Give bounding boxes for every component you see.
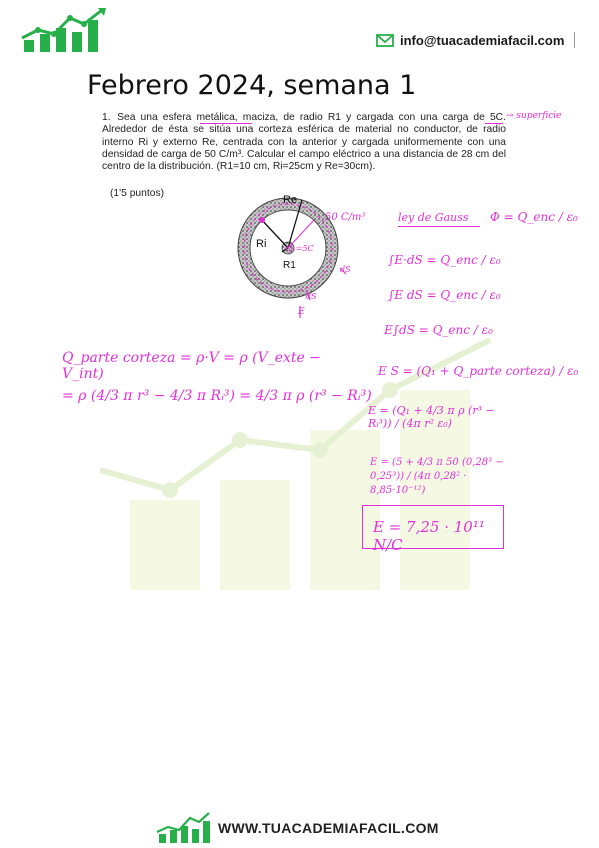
note-superficie: → superficie	[506, 111, 562, 121]
q-corteza-line-2: = ρ (4/3 π r³ − 4/3 π Rᵢ³) = 4/3 π ρ (r³ − Rᵢ³)	[62, 388, 372, 404]
problem-number: 1.	[102, 112, 111, 123]
sphere-diagram	[230, 190, 370, 320]
underline-metalica	[200, 123, 252, 124]
page-title: Febrero 2024, semana 1	[87, 70, 417, 101]
step-4: E S = (Q₁ + Q_parte corteza) / ε₀	[378, 364, 579, 378]
step-5: E = (Q₁ + 4/3 π ρ (r³ − Rᵢ³)) / (4π r² ε₀)	[368, 404, 495, 430]
footer-website-link[interactable]: WWW.TUACADEMIAFACIL.COM	[218, 820, 439, 836]
email-contact[interactable]	[376, 30, 575, 50]
label-ds: dS	[340, 265, 351, 274]
gauss-underline	[398, 226, 480, 227]
step-1: ∫E·dS = Q_enc / ε₀	[388, 253, 501, 267]
label-density: 50 C/m³	[325, 212, 366, 223]
gauss-title: ley de Gauss	[398, 211, 469, 224]
label-e: E	[298, 307, 305, 317]
problem-statement	[102, 112, 506, 173]
mail-icon	[376, 34, 394, 47]
label-r1: R1	[283, 260, 296, 271]
problem-text: Sea una esfera metálica, maciza, de radio R1 y cargada con una carga de 5C. Alrededor de ésta se sitúa una corteza esférica de material no conductor, de radio interno Ri y externo Re, centrada con la anterior y cargada uniformemente con una densidad de carga de 50 C/m³. Calcular el campo eléctrico a una distancia de 28 cm del centro de la distribución. (R1=10 cm, Ri=25cm y Re=30cm).	[102, 112, 506, 173]
problem-points: (1'5 puntos)	[110, 188, 165, 199]
brand-logo-icon	[18, 8, 108, 54]
email-address[interactable]: info@tuacademiafacil.com	[400, 32, 565, 48]
label-ri: Ri	[256, 238, 267, 250]
q-corteza-line-1: Q_parte corteza = ρ·V = ρ (V_exte − V_int)	[62, 350, 322, 382]
underline-5c	[485, 123, 503, 124]
step-2: ∫E dS = Q_enc / ε₀	[388, 288, 501, 302]
result-value: E = 7,25 · 10¹¹ N/C	[373, 518, 485, 554]
label-ds-2: dS	[306, 292, 317, 301]
label-q1: Q₁=5C	[286, 244, 314, 253]
header-divider	[574, 32, 575, 48]
step-6: E = (5 + 4/3 π 50 (0,28³ − 0,25³)) / (4π 0,28² · 8,85·10⁻¹²)	[370, 457, 504, 496]
gauss-formula: Φ = Q_enc / ε₀	[490, 210, 578, 224]
result-box	[362, 505, 504, 554]
step-3: E∫dS = Q_enc / ε₀	[384, 323, 493, 337]
footer-logo-icon	[155, 812, 211, 844]
label-re: Re	[283, 194, 298, 206]
